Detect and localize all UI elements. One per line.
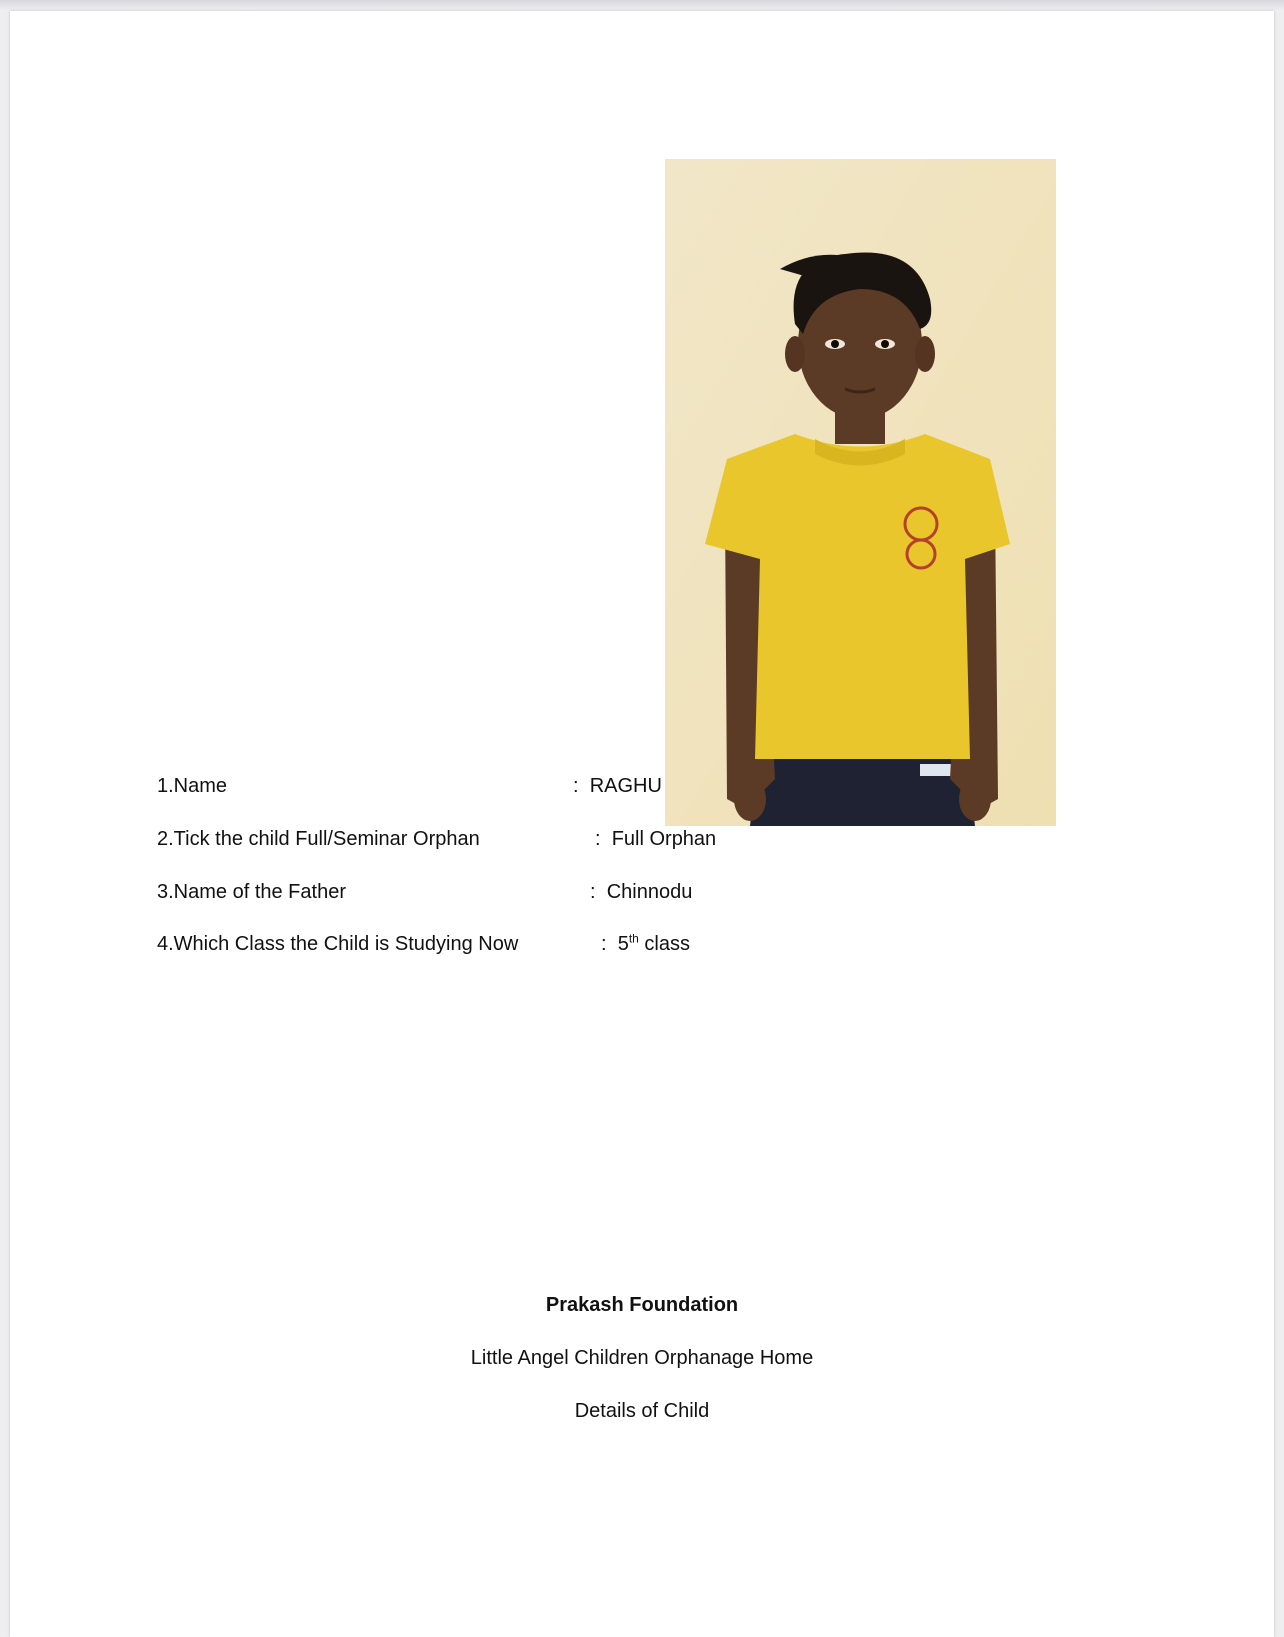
field-class-value-sup: th bbox=[628, 931, 639, 946]
child-portrait-photo-icon bbox=[665, 159, 1056, 826]
field-father-name-value: Chinnodu bbox=[606, 881, 693, 903]
field-orphan-status-value-wrap bbox=[595, 827, 716, 851]
field-name-label: 1.Name bbox=[157, 775, 228, 797]
field-class-label: 4.Which Class the Child is Studying Now bbox=[157, 933, 519, 955]
field-class-value-number: 5 bbox=[617, 933, 629, 955]
field-separator: : bbox=[590, 881, 596, 903]
field-separator: : bbox=[595, 828, 601, 850]
footer-home-name: Little Angel Children Orphanage Home bbox=[470, 1347, 814, 1369]
field-orphan-status-label: 2.Tick the child Full/Seminar Orphan bbox=[157, 828, 480, 850]
footer-org-name: Prakash Foundation bbox=[545, 1294, 739, 1316]
field-father-name-value-wrap bbox=[590, 880, 692, 904]
field-class bbox=[157, 931, 690, 956]
document-page bbox=[10, 11, 1274, 1637]
field-father-name bbox=[157, 880, 693, 904]
child-photo bbox=[665, 159, 1056, 826]
field-name bbox=[157, 774, 662, 798]
footer-subtitle: Details of Child bbox=[574, 1400, 710, 1422]
field-name-value-wrap bbox=[573, 774, 662, 798]
field-orphan-status bbox=[157, 827, 717, 851]
field-class-value-suffix: class bbox=[638, 933, 690, 955]
field-separator: : bbox=[601, 933, 607, 955]
field-separator: : bbox=[573, 775, 579, 797]
field-class-value-wrap bbox=[601, 932, 690, 956]
field-orphan-status-value: Full Orphan bbox=[611, 828, 717, 850]
field-father-name-label: 3.Name of the Father bbox=[157, 881, 346, 903]
field-name-value: RAGHU bbox=[589, 775, 662, 797]
